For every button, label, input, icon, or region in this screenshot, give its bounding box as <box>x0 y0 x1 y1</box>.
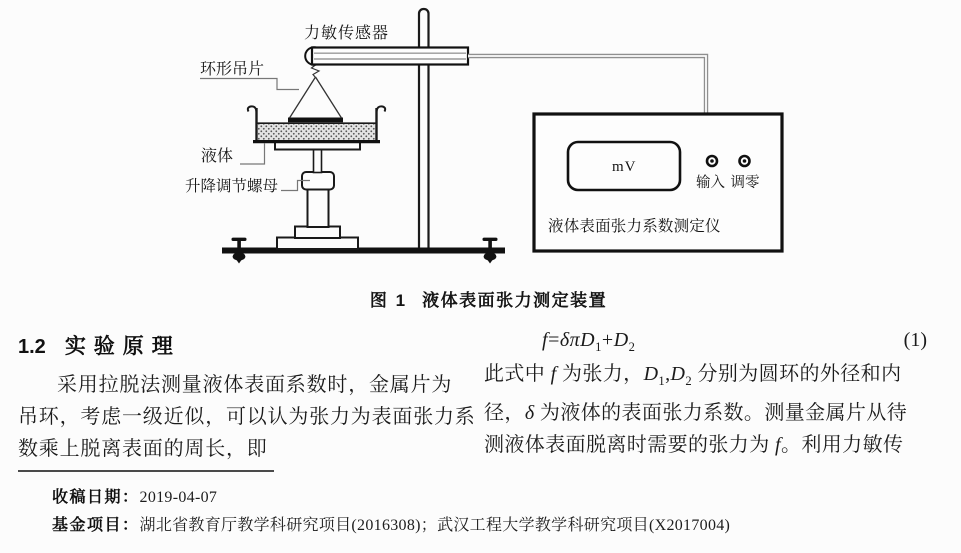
funding-label: 基金项目： <box>52 516 140 534</box>
equation: $f=\delta\pi D_1+D_2$ <box>542 329 636 354</box>
right-column <box>484 327 946 461</box>
liquid-label: 液体 <box>201 148 234 165</box>
stand-base <box>222 238 505 264</box>
received-date-label: 收稿日期： <box>52 489 140 506</box>
sensor-hook <box>312 65 320 78</box>
received-date-line <box>52 484 730 512</box>
stand-rod <box>419 9 429 252</box>
input-terminal-label: 输入 <box>696 175 725 191</box>
liquid-fill <box>258 124 376 141</box>
paragraph-line: 吊环，考虑一级近似，可以认为张力为表面张力系 <box>18 406 476 428</box>
ring-plate-leader <box>200 79 299 90</box>
liquid-leader <box>240 143 265 164</box>
meter-name-label: 液体表面张力系数测定仪 <box>548 218 721 235</box>
liquid-dish <box>248 106 385 141</box>
paragraph-line: 采用拉脱法测量液体表面系数时，金属片为 <box>57 374 453 396</box>
input-terminal <box>707 156 717 166</box>
zero-terminal <box>740 156 750 166</box>
funding-line <box>52 512 730 540</box>
hanging-wires <box>290 65 342 119</box>
paragraph-line: 径，δ 为液体的表面张力系数。测量金属片从待 <box>484 402 908 424</box>
sensor-rod <box>305 47 468 65</box>
ring-plate-label: 环形吊片 <box>200 61 265 78</box>
right-paragraph <box>484 358 946 461</box>
tension-meter <box>534 114 782 251</box>
section-number: 1.2 <box>18 336 46 358</box>
equation-row <box>484 327 946 358</box>
footnote-rule <box>18 470 274 472</box>
funding-value: 湖北省教育厅教学科研究项目(2016308)；武汉工程大学教学科研究项目(X2017004) <box>139 516 731 534</box>
section-heading <box>18 330 482 360</box>
lift-platform <box>275 142 360 249</box>
equation-number: (1) <box>903 329 927 351</box>
figure-caption <box>0 286 961 311</box>
zero-terminal-label: 调零 <box>730 175 760 191</box>
mv-display-label: mV <box>612 159 637 175</box>
section-title: 实验原理 <box>64 335 181 358</box>
figure-caption-title: 液体表面张力测定装置 <box>422 291 608 310</box>
paragraph-line: 测液体表面脱离时需要的张力为 f。利用力敏传 <box>484 434 904 456</box>
force-sensor-label: 力敏传感器 <box>304 25 390 42</box>
section-paragraph <box>18 369 482 465</box>
paragraph-line: 此式中 f 为张力，$D_1,D_2$ 分别为圆环的外径和内 <box>484 363 902 388</box>
paragraph-line: 数乘上脱离表面的周长，即 <box>18 438 268 460</box>
left-column <box>18 330 482 465</box>
lift-nut-label: 升降调节螺母 <box>185 178 279 195</box>
received-date-value: 2019-04-07 <box>139 489 218 506</box>
figure-caption-number: 图 1 <box>369 291 408 310</box>
footnotes <box>52 484 730 539</box>
ring-plate <box>288 118 343 123</box>
